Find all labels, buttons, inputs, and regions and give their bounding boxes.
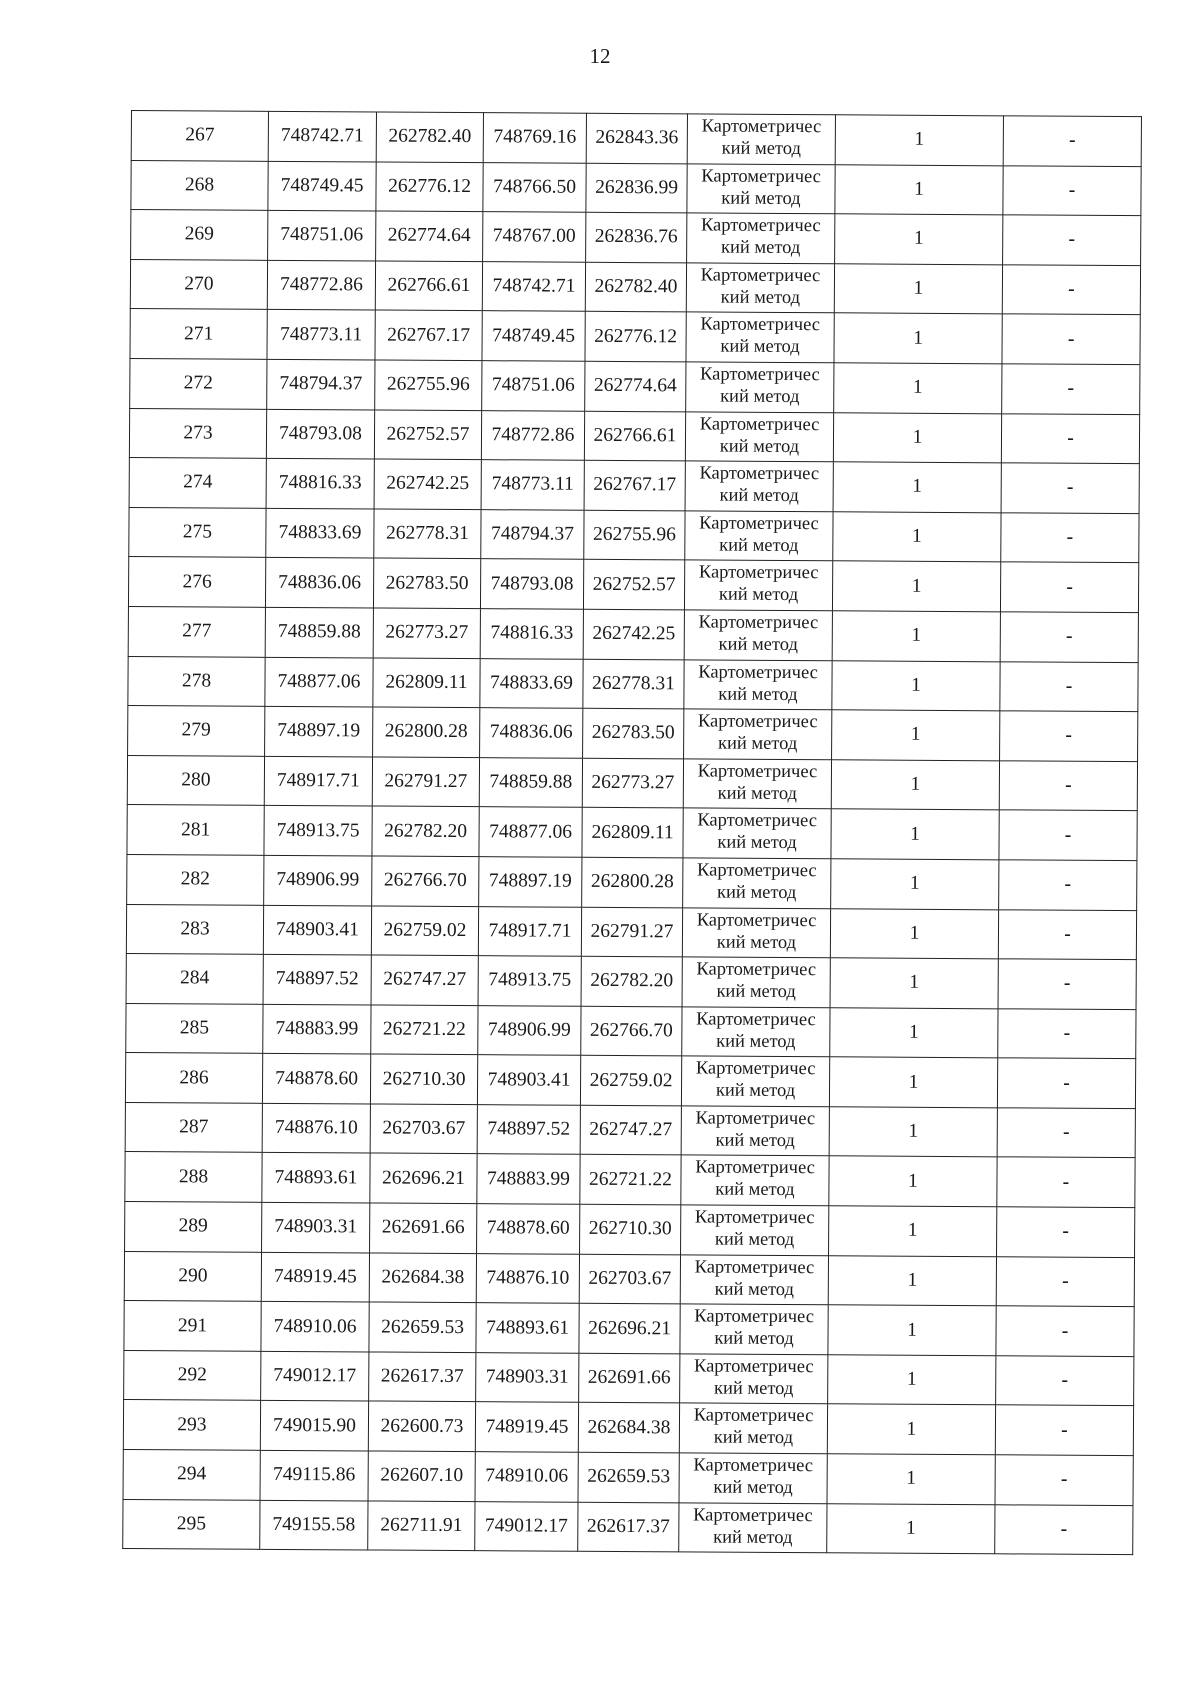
- method-cell: Картометричес кий метод: [687, 213, 835, 263]
- accuracy-cell: 1: [833, 462, 1001, 513]
- x2-coordinate-cell: 748876.10: [476, 1253, 579, 1303]
- x1-coordinate-cell: 748897.19: [265, 706, 373, 756]
- table-row: [123, 1499, 1133, 1555]
- table-row: [129, 507, 1139, 563]
- x1-coordinate-cell: 748903.31: [262, 1202, 370, 1252]
- x1-coordinate-cell: 748906.99: [264, 855, 372, 905]
- table-row: [129, 408, 1139, 464]
- x1-coordinate-cell: 748772.86: [267, 260, 375, 310]
- note-cell: -: [997, 1157, 1135, 1207]
- note-cell: -: [1003, 116, 1141, 166]
- y1-coordinate-cell: 262783.50: [373, 558, 480, 608]
- table-row: [130, 309, 1140, 365]
- point-number-cell: 279: [128, 706, 265, 756]
- y2-coordinate-cell: 262773.27: [582, 758, 683, 808]
- note-cell: -: [996, 1356, 1134, 1406]
- accuracy-cell: 1: [835, 214, 1003, 265]
- accuracy-cell: 1: [830, 1007, 998, 1058]
- point-number-cell: 267: [131, 111, 268, 161]
- method-cell: Картометричес кий метод: [685, 511, 833, 561]
- x2-coordinate-cell: 748897.52: [477, 1105, 580, 1155]
- y2-coordinate-cell: 262774.64: [585, 361, 686, 411]
- x2-coordinate-cell: 748893.61: [476, 1303, 579, 1353]
- x1-coordinate-cell: 748919.45: [261, 1252, 369, 1302]
- y1-coordinate-cell: 262809.11: [373, 658, 480, 708]
- accuracy-cell: 1: [829, 1156, 997, 1207]
- method-cell: Картометричес кий метод: [684, 659, 832, 709]
- table-body: [123, 111, 1142, 1555]
- x1-coordinate-cell: 748773.11: [267, 310, 375, 360]
- accuracy-cell: 1: [829, 1107, 997, 1158]
- coordinates-table: [122, 110, 1142, 1555]
- note-cell: -: [1000, 612, 1138, 662]
- point-number-cell: 282: [127, 854, 264, 904]
- table-row: [126, 904, 1136, 960]
- point-number-cell: 277: [128, 606, 265, 656]
- x2-coordinate-cell: 748913.75: [478, 956, 581, 1006]
- y1-coordinate-cell: 262696.21: [370, 1153, 477, 1203]
- x1-coordinate-cell: 748893.61: [262, 1153, 370, 1203]
- method-cell: Картометричес кий метод: [686, 263, 834, 313]
- accuracy-cell: 1: [828, 1355, 996, 1406]
- y2-coordinate-cell: 262696.21: [579, 1304, 680, 1354]
- method-cell: Картометричес кий метод: [680, 1304, 828, 1354]
- table-row: [130, 358, 1140, 414]
- point-number-cell: 289: [125, 1202, 262, 1252]
- table-row: [123, 1400, 1133, 1456]
- x1-coordinate-cell: 748816.33: [266, 458, 374, 508]
- method-cell: Картометричес кий метод: [686, 362, 834, 412]
- y1-coordinate-cell: 262742.25: [374, 459, 481, 509]
- point-number-cell: 288: [125, 1152, 262, 1202]
- point-number-cell: 280: [127, 755, 264, 805]
- y2-coordinate-cell: 262800.28: [582, 857, 683, 907]
- method-cell: Картометричес кий метод: [681, 1155, 829, 1205]
- accuracy-cell: 1: [834, 363, 1002, 414]
- note-cell: -: [997, 1207, 1135, 1257]
- accuracy-cell: 1: [831, 859, 999, 910]
- accuracy-cell: 1: [835, 164, 1003, 215]
- note-cell: -: [1000, 711, 1138, 761]
- x1-coordinate-cell: 748794.37: [267, 359, 375, 409]
- y2-coordinate-cell: 262742.25: [583, 609, 684, 659]
- table-row: [125, 1102, 1135, 1158]
- x1-coordinate-cell: 749115.86: [260, 1450, 368, 1500]
- point-number-cell: 295: [123, 1499, 260, 1549]
- table-row: [126, 1003, 1136, 1059]
- x2-coordinate-cell: 748897.19: [479, 857, 582, 907]
- y1-coordinate-cell: 262684.38: [369, 1253, 476, 1303]
- x2-coordinate-cell: 749012.17: [475, 1501, 578, 1551]
- y2-coordinate-cell: 262836.76: [586, 212, 687, 262]
- y1-coordinate-cell: 262711.91: [368, 1501, 475, 1551]
- x2-coordinate-cell: 748751.06: [482, 361, 585, 411]
- accuracy-cell: 1: [834, 313, 1002, 364]
- accuracy-cell: 1: [831, 809, 999, 860]
- point-number-cell: 290: [124, 1251, 261, 1301]
- method-cell: Картометричес кий метод: [681, 1056, 829, 1106]
- y1-coordinate-cell: 262600.73: [368, 1401, 475, 1451]
- accuracy-cell: 1: [829, 1206, 997, 1257]
- table-row: [128, 557, 1138, 613]
- point-number-cell: 291: [124, 1301, 261, 1351]
- method-cell: Картометричес кий метод: [679, 1502, 827, 1552]
- y1-coordinate-cell: 262721.22: [371, 1005, 478, 1055]
- table-row: [131, 210, 1141, 266]
- x2-coordinate-cell: 748903.31: [476, 1352, 579, 1402]
- method-cell: Картометричес кий метод: [680, 1255, 828, 1305]
- table-row: [127, 755, 1137, 811]
- point-number-cell: 284: [126, 954, 263, 1004]
- x2-coordinate-cell: 748883.99: [477, 1154, 580, 1204]
- note-cell: -: [998, 1009, 1136, 1059]
- note-cell: -: [1000, 661, 1138, 711]
- table-row: [129, 458, 1139, 514]
- method-cell: Картометричес кий метод: [681, 1205, 829, 1255]
- note-cell: -: [997, 1058, 1135, 1108]
- x1-coordinate-cell: 748751.06: [268, 211, 376, 261]
- x2-coordinate-cell: 748877.06: [479, 807, 582, 857]
- note-cell: -: [1001, 463, 1139, 513]
- note-cell: -: [1002, 265, 1140, 315]
- point-number-cell: 286: [125, 1053, 262, 1103]
- y1-coordinate-cell: 262691.66: [370, 1203, 477, 1253]
- note-cell: -: [1003, 165, 1141, 215]
- accuracy-cell: 1: [831, 760, 999, 811]
- x2-coordinate-cell: 748859.88: [479, 757, 582, 807]
- point-number-cell: 294: [123, 1450, 260, 1500]
- note-cell: -: [995, 1455, 1133, 1505]
- x1-coordinate-cell: 748897.52: [263, 954, 371, 1004]
- x2-coordinate-cell: 748769.16: [483, 113, 586, 163]
- y2-coordinate-cell: 262617.37: [578, 1502, 679, 1552]
- y2-coordinate-cell: 262759.02: [580, 1056, 681, 1106]
- accuracy-cell: 1: [832, 660, 1000, 711]
- x2-coordinate-cell: 748917.71: [478, 906, 581, 956]
- y2-coordinate-cell: 262791.27: [581, 907, 682, 957]
- note-cell: -: [995, 1405, 1133, 1455]
- point-number-cell: 278: [128, 656, 265, 706]
- note-cell: -: [999, 810, 1137, 860]
- table-row: [124, 1350, 1134, 1406]
- accuracy-cell: 1: [827, 1454, 995, 1505]
- y2-coordinate-cell: 262778.31: [583, 659, 684, 709]
- method-cell: Картометричес кий метод: [687, 114, 835, 164]
- method-cell: Картометричес кий метод: [684, 709, 832, 759]
- y1-coordinate-cell: 262782.40: [376, 112, 483, 162]
- accuracy-cell: 1: [828, 1305, 996, 1356]
- table-row: [124, 1251, 1134, 1307]
- point-number-cell: 276: [128, 557, 265, 607]
- x1-coordinate-cell: 748878.60: [262, 1054, 370, 1104]
- note-cell: -: [997, 1108, 1135, 1158]
- table-row: [130, 259, 1140, 315]
- note-cell: -: [998, 959, 1136, 1009]
- table-row: [128, 656, 1138, 712]
- note-cell: -: [998, 909, 1136, 959]
- method-cell: Картометричес кий метод: [679, 1403, 827, 1453]
- table-row: [125, 1053, 1135, 1109]
- accuracy-cell: 1: [830, 958, 998, 1009]
- x2-coordinate-cell: 748767.00: [483, 212, 586, 262]
- point-number-cell: 275: [129, 507, 266, 557]
- y2-coordinate-cell: 262782.40: [585, 262, 686, 312]
- table-row: [126, 954, 1136, 1010]
- y1-coordinate-cell: 262755.96: [375, 360, 482, 410]
- accuracy-cell: 1: [835, 115, 1003, 166]
- note-cell: -: [1002, 314, 1140, 364]
- point-number-cell: 287: [125, 1102, 262, 1152]
- table-row: [125, 1202, 1135, 1258]
- x1-coordinate-cell: 748913.75: [264, 806, 372, 856]
- note-cell: -: [1001, 513, 1139, 563]
- y2-coordinate-cell: 262766.70: [581, 1006, 682, 1056]
- y2-coordinate-cell: 262767.17: [584, 460, 685, 510]
- x2-coordinate-cell: 748816.33: [480, 609, 583, 659]
- y2-coordinate-cell: 262691.66: [579, 1353, 680, 1403]
- table-row: [131, 111, 1141, 167]
- y1-coordinate-cell: 262766.61: [375, 261, 482, 311]
- y2-coordinate-cell: 262809.11: [582, 808, 683, 858]
- method-cell: Картометричес кий метод: [683, 808, 831, 858]
- y2-coordinate-cell: 262766.61: [584, 411, 685, 461]
- point-number-cell: 292: [124, 1350, 261, 1400]
- point-number-cell: 270: [130, 259, 267, 309]
- x1-coordinate-cell: 748833.69: [266, 508, 374, 558]
- x1-coordinate-cell: 749155.58: [260, 1500, 368, 1550]
- x2-coordinate-cell: 748903.41: [477, 1055, 580, 1105]
- point-number-cell: 293: [123, 1400, 260, 1450]
- point-number-cell: 274: [129, 458, 266, 508]
- accuracy-cell: 1: [830, 908, 998, 959]
- page-number: 12: [589, 44, 611, 68]
- note-cell: -: [1000, 562, 1138, 612]
- y2-coordinate-cell: 262684.38: [578, 1403, 679, 1453]
- x2-coordinate-cell: 748793.08: [480, 559, 583, 609]
- x1-coordinate-cell: 748883.99: [263, 1004, 371, 1054]
- x2-coordinate-cell: 748836.06: [480, 708, 583, 758]
- x1-coordinate-cell: 748876.10: [262, 1103, 370, 1153]
- method-cell: Картометричес кий метод: [684, 560, 832, 610]
- method-cell: Картометричес кий метод: [683, 858, 831, 908]
- table-row: [128, 606, 1138, 662]
- accuracy-cell: 1: [832, 561, 1000, 612]
- x1-coordinate-cell: 749012.17: [261, 1351, 369, 1401]
- note-cell: -: [996, 1306, 1134, 1356]
- y2-coordinate-cell: 262836.99: [586, 163, 687, 213]
- x1-coordinate-cell: 748903.41: [263, 905, 371, 955]
- method-cell: Картометричес кий метод: [686, 312, 834, 362]
- y2-coordinate-cell: 262755.96: [584, 510, 685, 560]
- method-cell: Картометричес кий метод: [685, 461, 833, 511]
- y1-coordinate-cell: 262800.28: [373, 707, 480, 757]
- y1-coordinate-cell: 262767.17: [375, 310, 482, 360]
- x2-coordinate-cell: 748766.50: [483, 162, 586, 212]
- method-cell: Картометричес кий метод: [685, 411, 833, 461]
- y2-coordinate-cell: 262721.22: [580, 1155, 681, 1205]
- note-cell: -: [999, 860, 1137, 910]
- y1-coordinate-cell: 262659.53: [369, 1302, 476, 1352]
- y1-coordinate-cell: 262774.64: [376, 211, 483, 261]
- y2-coordinate-cell: 262783.50: [583, 708, 684, 758]
- y1-coordinate-cell: 262791.27: [372, 757, 479, 807]
- x1-coordinate-cell: 748793.08: [266, 409, 374, 459]
- x1-coordinate-cell: 748877.06: [265, 657, 373, 707]
- y1-coordinate-cell: 262710.30: [370, 1054, 477, 1104]
- y1-coordinate-cell: 262759.02: [371, 905, 478, 955]
- y1-coordinate-cell: 262752.57: [374, 410, 481, 460]
- point-number-cell: 273: [129, 408, 266, 458]
- y2-coordinate-cell: 262703.67: [579, 1254, 680, 1304]
- table-row: [127, 805, 1137, 861]
- method-cell: Картометричес кий метод: [684, 610, 832, 660]
- method-cell: Картометричес кий метод: [683, 759, 831, 809]
- note-cell: -: [995, 1504, 1133, 1554]
- accuracy-cell: 1: [832, 611, 1000, 662]
- x2-coordinate-cell: 748772.86: [481, 410, 584, 460]
- y1-coordinate-cell: 262766.70: [372, 856, 479, 906]
- x1-coordinate-cell: 748742.71: [268, 111, 376, 161]
- method-cell: Картометричес кий метод: [682, 1007, 830, 1057]
- method-cell: Картометричес кий метод: [679, 1453, 827, 1503]
- method-cell: Картометричес кий метод: [687, 163, 835, 213]
- accuracy-cell: 1: [828, 1255, 996, 1306]
- x1-coordinate-cell: 748749.45: [268, 161, 376, 211]
- y1-coordinate-cell: 262778.31: [374, 509, 481, 559]
- x2-coordinate-cell: 748910.06: [475, 1452, 578, 1502]
- x2-coordinate-cell: 748773.11: [481, 460, 584, 510]
- method-cell: Картометричес кий метод: [682, 907, 830, 957]
- accuracy-cell: 1: [829, 1057, 997, 1108]
- point-number-cell: 269: [131, 210, 268, 260]
- y1-coordinate-cell: 262607.10: [368, 1451, 475, 1501]
- y1-coordinate-cell: 262773.27: [373, 608, 480, 658]
- y2-coordinate-cell: 262843.36: [586, 113, 687, 163]
- y2-coordinate-cell: 262710.30: [580, 1204, 681, 1254]
- y2-coordinate-cell: 262659.53: [578, 1452, 679, 1502]
- table-row: [128, 706, 1138, 762]
- table-row: [123, 1450, 1133, 1506]
- method-cell: Картометричес кий метод: [681, 1106, 829, 1156]
- table-row: [127, 854, 1137, 910]
- y2-coordinate-cell: 262747.27: [580, 1105, 681, 1155]
- table-row: [125, 1152, 1135, 1208]
- y2-coordinate-cell: 262776.12: [585, 312, 686, 362]
- x1-coordinate-cell: 748917.71: [264, 756, 372, 806]
- accuracy-cell: 1: [833, 512, 1001, 563]
- y1-coordinate-cell: 262703.67: [370, 1104, 477, 1154]
- x2-coordinate-cell: 748906.99: [478, 1005, 581, 1055]
- y2-coordinate-cell: 262752.57: [583, 560, 684, 610]
- point-number-cell: 283: [126, 904, 263, 954]
- accuracy-cell: 1: [833, 412, 1001, 463]
- note-cell: -: [1002, 364, 1140, 414]
- note-cell: -: [999, 761, 1137, 811]
- y1-coordinate-cell: 262782.20: [372, 806, 479, 856]
- method-cell: Картометричес кий метод: [682, 957, 830, 1007]
- accuracy-cell: 1: [832, 710, 1000, 761]
- x2-coordinate-cell: 748794.37: [481, 509, 584, 559]
- x2-coordinate-cell: 748919.45: [475, 1402, 578, 1452]
- x1-coordinate-cell: 749015.90: [260, 1401, 368, 1451]
- point-number-cell: 268: [131, 160, 268, 210]
- note-cell: -: [1003, 215, 1141, 265]
- y2-coordinate-cell: 262782.20: [581, 956, 682, 1006]
- accuracy-cell: 1: [827, 1404, 995, 1455]
- table-row: [124, 1301, 1134, 1357]
- point-number-cell: 285: [126, 1003, 263, 1053]
- y1-coordinate-cell: 262776.12: [376, 162, 483, 212]
- method-cell: Картометричес кий метод: [680, 1354, 828, 1404]
- x1-coordinate-cell: 748910.06: [261, 1302, 369, 1352]
- x2-coordinate-cell: 748833.69: [480, 658, 583, 708]
- point-number-cell: 272: [130, 358, 267, 408]
- x1-coordinate-cell: 748836.06: [265, 558, 373, 608]
- x2-coordinate-cell: 748749.45: [482, 311, 585, 361]
- x2-coordinate-cell: 748742.71: [482, 261, 585, 311]
- y1-coordinate-cell: 262747.27: [371, 955, 478, 1005]
- note-cell: -: [1001, 413, 1139, 463]
- accuracy-cell: 1: [827, 1503, 995, 1554]
- y1-coordinate-cell: 262617.37: [369, 1352, 476, 1402]
- point-number-cell: 271: [130, 309, 267, 359]
- note-cell: -: [996, 1256, 1134, 1306]
- point-number-cell: 281: [127, 805, 264, 855]
- accuracy-cell: 1: [834, 264, 1002, 315]
- table-row: [131, 160, 1141, 216]
- x2-coordinate-cell: 748878.60: [477, 1204, 580, 1254]
- x1-coordinate-cell: 748859.88: [265, 607, 373, 657]
